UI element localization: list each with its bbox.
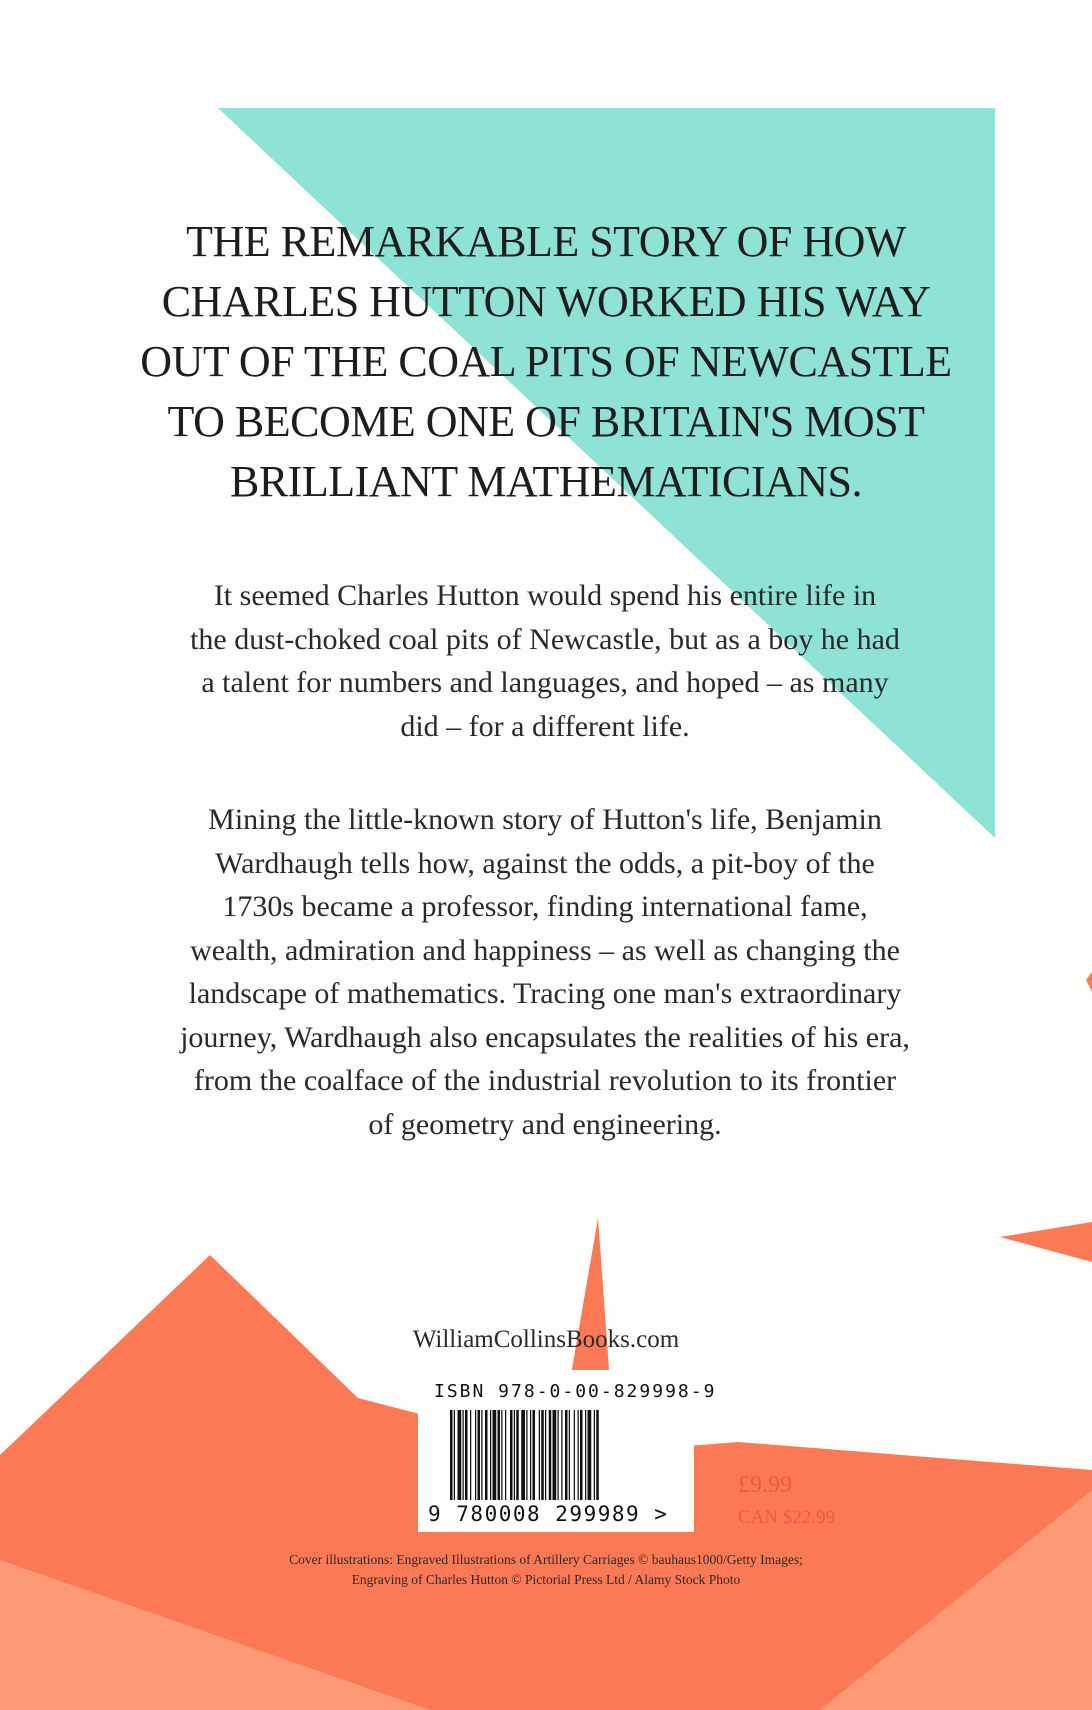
barcode-bar [585,1410,586,1500]
cover-credit-line: Cover illustrations: Engraved Illustrations of Artillery Carriages © bauhaus1000/Getty Images; [289,1552,803,1567]
barcode-bar [470,1410,471,1500]
isbn-barcode [450,1410,670,1500]
barcode-bar [558,1410,559,1500]
barcode-bar [498,1410,501,1500]
barcode-bar [569,1410,570,1500]
blurb-paragraph-1 [110,574,980,748]
barcode-bar [478,1410,481,1500]
barcode-bar [594,1410,595,1500]
barcode-bar [526,1410,527,1500]
barcode-bar [490,1410,491,1500]
barcode-bar [530,1410,531,1500]
blurb-line: a talent for numbers and languages, and hoped – as many [201,666,889,699]
barcode-bar [580,1410,583,1500]
coral-shard-edge [1086,972,1092,992]
barcode-bar [465,1410,468,1500]
isbn-label: ISBN 978-0-00-829998-9 [434,1381,717,1402]
barcode-digits: 9 780008 299989 > [428,1502,669,1526]
barcode-bar [539,1410,540,1500]
blurb-line: wealth, admiration and happiness – as well as changing the [190,933,900,967]
barcode-bar [588,1410,592,1500]
barcode-bar [596,1410,599,1500]
barcode-bar [514,1410,515,1500]
barcode-bar [565,1410,568,1500]
coral-shard-right [1000,1222,1092,1262]
price-gbp: £9.99 [738,1472,792,1498]
barcode-bar [485,1410,488,1500]
headline-line: BRILLIANT MATHEMATICIANS. [229,457,862,506]
barcode-bar [561,1410,562,1500]
blurb-line: from the coalface of the industrial revolution to its frontier [193,1064,897,1097]
barcode-bar [493,1410,497,1500]
cover-credit-line: Engraving of Charles Hutton © Pictorial Press Ltd / Alamy Stock Photo [351,1572,741,1587]
headline-line: THE REMARKABLE STORY OF HOW [186,217,906,266]
barcode-bar [553,1410,557,1500]
barcode-bar [505,1410,506,1500]
barcode-bar [549,1410,552,1500]
barcode-bar [501,1410,502,1500]
blurb-line: the dust-choked coal pits of Newcastle, but as a boy he had [190,622,900,656]
price-can: CAN $22.99 [738,1507,836,1528]
blurb-line: It seemed Charles Hutton would spend his entire life in [213,579,877,612]
blurb-paragraph-2 [110,798,980,1146]
barcode-bar [481,1410,482,1500]
blurb-line: Mining the little-known story of Hutton's life, Benjamin [208,803,882,836]
blurb-line: journey, Wardhaugh also encapsulates the realities of his era, [180,1020,910,1054]
blurb-line: landscape of mathematics. Tracing one man's extraordinary [188,977,902,1010]
barcode-bar [545,1410,546,1500]
blurb-line: did – for a different life. [400,709,690,743]
barcode-bar [516,1410,519,1500]
blurb-line: of geometry and engineering. [368,1107,722,1141]
headline-line: OUT OF THE COAL PITS OF NEWCASTLE [140,337,952,386]
barcode-bar [574,1410,575,1500]
barcode-bar [578,1410,579,1500]
barcode-bar [454,1410,455,1500]
barcode-bar [510,1410,513,1500]
blurb-line: 1730s became a professor, finding international fame, [222,890,868,923]
blurb-line: Wardhaugh tells how, against the odds, a pit-boy of the [215,846,875,880]
barcode-bar [533,1410,536,1500]
barcode-bar [450,1410,453,1500]
headline-line: TO BECOME ONE OF BRITAIN'S MOST [167,397,925,446]
publisher-website: WilliamCollinsBooks.com [412,1326,680,1353]
barcode-bar [463,1410,464,1500]
headline [90,212,1002,512]
headline-line: CHARLES HUTTON WORKED HIS WAY [161,277,931,326]
barcode-bar [521,1410,525,1500]
barcode-bar [541,1410,544,1500]
barcode-bar [458,1410,462,1500]
barcode-bar [475,1410,476,1500]
